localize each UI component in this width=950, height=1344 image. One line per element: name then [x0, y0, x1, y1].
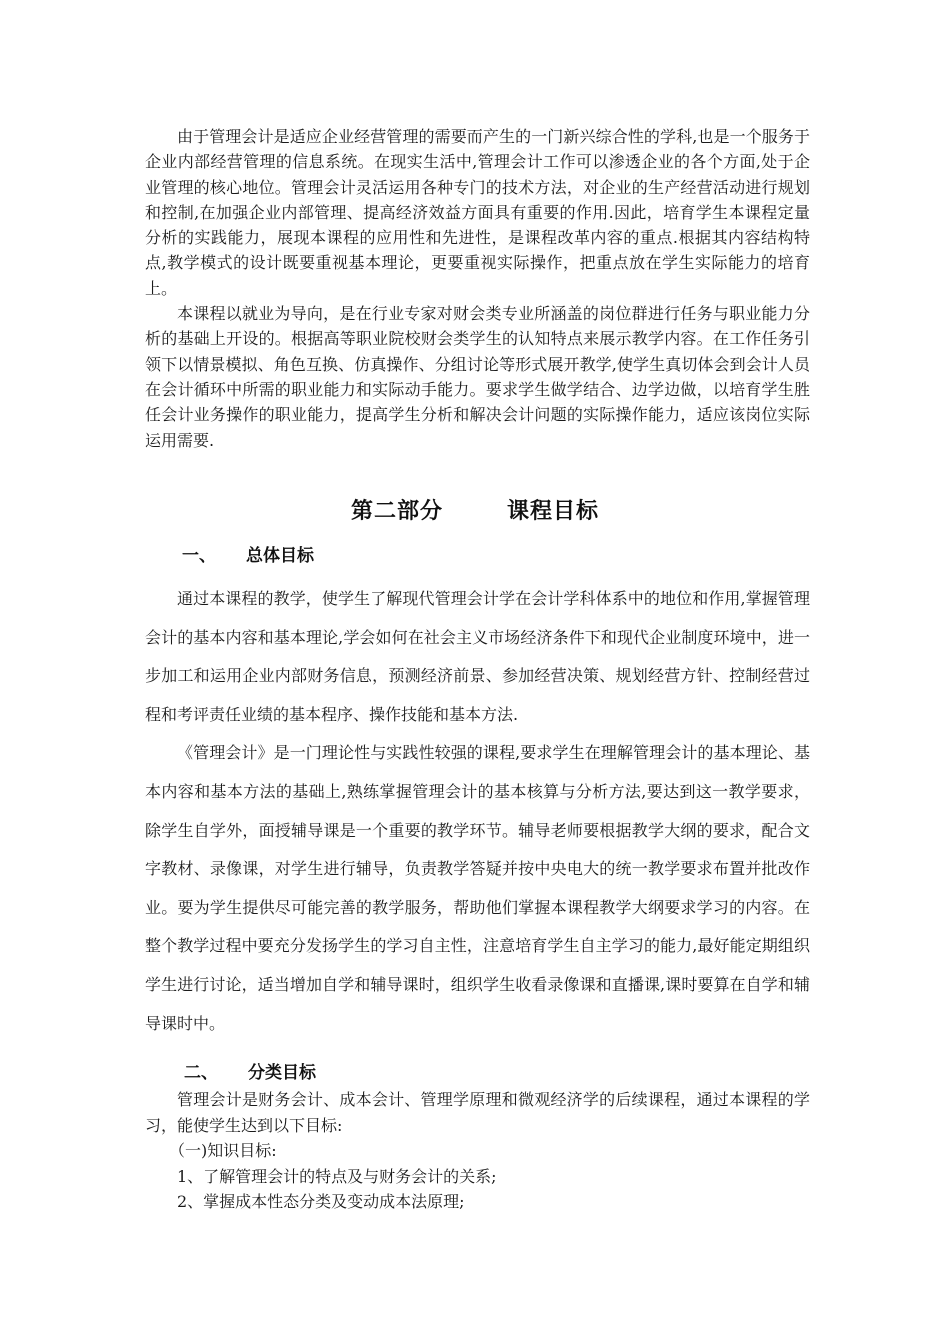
knowledge-goal-subheading: （一)知识目标:	[169, 1141, 277, 1161]
intro-section	[145, 124, 810, 453]
intro-paragraph-1: 由于管理会计是适应企业经营管理的需要而产生的一门新兴综合性的学科,也是一个服务于企业内部经营管理的信息系统。在现实生活中,管理会计工作可以渗透企业的各个方面,处于企业管理的核心地位。管理会计灵活运用各种专门的技术方法，对企业的生产经营活动进行规划和控制,在加强企业内部管理、提高经济效益方面具有重要的作用.因此，培育学生本课程定量分析的实践能力，展现本课程的应用性和先进性，是课程改革内容的重点.根据其内容结构特点,教学模式的设计既要重视基本理论，更要重视实际操作，把重点放在学生实际能力的培育上。	[145, 127, 810, 298]
knowledge-goal-item-1: 1、了解管理会计的特点及与财务会计的关系;	[177, 1166, 497, 1186]
classified-goal-paragraph: 管理会计是财务会计、成本会计、管理学原理和微观经济学的后续课程，通过本课程的学习，能使学生达到以下目标:	[145, 1090, 810, 1135]
overall-goal-heading	[182, 541, 314, 566]
overall-goal-body	[145, 580, 810, 1043]
overall-goal-number: 一、	[182, 546, 216, 566]
overall-goal-paragraph-1: 通过本课程的教学，使学生了解现代管理会计学在会计学科体系中的地位和作用,掌握管理会计的基本内容和基本理论,学会如何在社会主义市场经济条件下和现代企业制度环境中，进一步加工和运用企业内部财务信息，预测经济前景、参加经营决策、规划经营方针、控制经营过程和考评责任业绩的基本程序、操作技能和基本方法.	[145, 589, 810, 724]
overall-goal-title: 总体目标	[246, 546, 314, 566]
section-heading	[0, 494, 950, 525]
classified-goal-title: 分类目标	[248, 1063, 316, 1083]
section-title-text: 课程目标	[507, 499, 600, 524]
classified-goal-body	[145, 1087, 810, 1215]
overall-goal-paragraph-2: 《管理会计》是一门理论性与实践性较强的课程,要求学生在理解管理会计的基本理论、基本内容和基本方法的基础上,熟练掌握管理会计的基本核算与分析方法,要达到这一教学要求，除学生自学外，面授辅导课是一个重要的教学环节。辅导老师要根据教学大纲的要求，配合文字教材、录像课，对学生进行辅导，负责教学答疑并按中央电大的统一教学要求布置并批改作业。要为学生提供尽可能完善的教学服务，帮助他们掌握本课程教学大纲要求学习的内容。在整个教学过程中要充分发扬学生的学习自主性，注意培育学生自主学习的能力,最好能定期组织学生进行讨论，适当增加自学和辅导课时，组织学生收看录像课和直播课,课时要算在自学和辅导课时中。	[145, 743, 810, 1033]
section-part-label: 第二部分	[350, 499, 443, 524]
knowledge-goal-item-2: 2、掌握成本性态分类及变动成本法原理;	[177, 1192, 465, 1212]
classified-goal-heading	[184, 1058, 316, 1083]
intro-paragraph-2: 本课程以就业为导向，是在行业专家对财会类专业所涵盖的岗位群进行任务与职业能力分析的基础上开设的。根据高等职业院校财会类学生的认知特点来展示教学内容。在工作任务引领下以情景模拟、角色互换、仿真操作、分组讨论等形式展开教学,使学生真切体会到会计人员在会计循环中所需的职业能力和实际动手能力。要求学生做学结合、边学边做，以培育学生胜任会计业务操作的职业能力，提高学生分析和解决会计问题的实际操作能力，适应该岗位实际运用需要.	[145, 304, 810, 450]
classified-goal-number: 二、	[184, 1063, 218, 1083]
